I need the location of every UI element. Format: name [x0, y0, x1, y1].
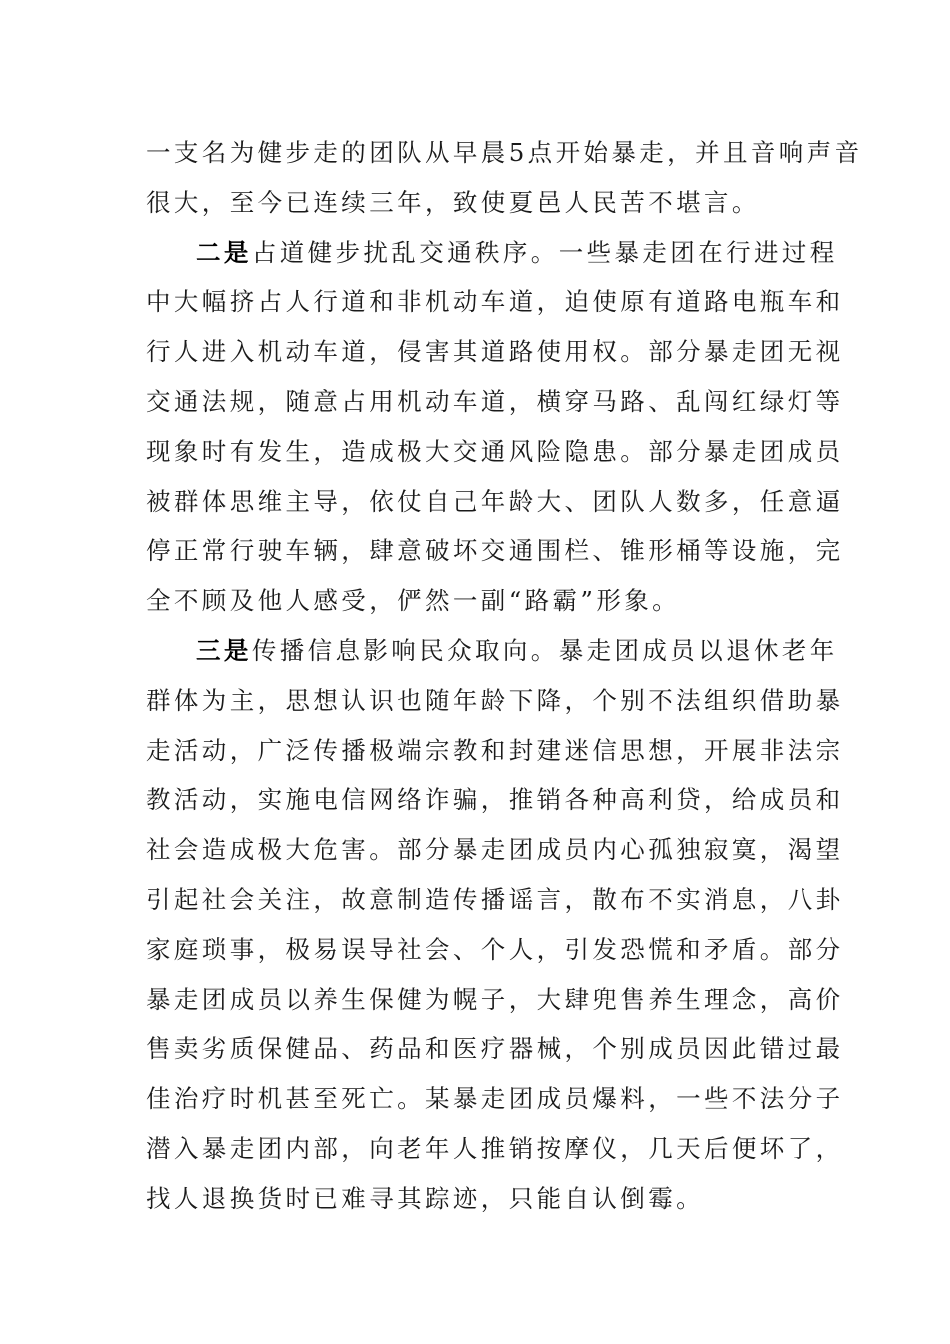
paragraph-line: 中大幅挤占人行道和非机动车道，迫使原有道路电瓶车和 — [146, 287, 844, 317]
paragraph-line: 走活动，广泛传播极端宗教和封建迷信思想，开展非法宗 — [146, 735, 844, 765]
paragraph-line: 交通法规，随意占用机动车道，横穿马路、乱闯红绿灯等 — [146, 386, 844, 416]
paragraph-first-line — [146, 626, 838, 676]
paragraph-line: 很大，至今已连续三年，致使夏邑人民苦不堪言。 — [146, 187, 760, 217]
paragraph-lead-label: 二是 — [196, 237, 252, 267]
paragraph-line: 社会造成极大危害。部分暴走团成员内心孤独寂寞，渴望 — [146, 835, 844, 865]
paragraph-line: 潜入暴走团内部，向老年人推销按摩仪，几天后便坏了， — [146, 1133, 844, 1163]
paragraph-lead-label: 三是 — [196, 635, 252, 665]
paragraph-line-text: 占道健步扰乱交通秩序。一些暴走团在行进过程 — [251, 237, 838, 267]
paragraph-line: 全不顾及他人感受，俨然一副“路霸”形象。 — [146, 586, 681, 616]
paragraph-line: 行人进入机动车道，侵害其道路使用权。部分暴走团无视 — [146, 337, 844, 367]
paragraph-line: 停正常行驶车辆，肆意破坏交通围栏、锥形桶等设施，完 — [146, 536, 844, 566]
paragraph-first-line — [146, 228, 838, 278]
paragraph-line: 一支名为健步走的团队从早晨5点开始暴走，并且音响声音 — [146, 138, 863, 167]
paragraph-line: 引起社会关注，故意制造传播谣言，散布不实消息，八卦 — [146, 884, 844, 914]
paragraph-line: 家庭琐事，极易误导社会、个人，引发恐慌和矛盾。部分 — [146, 934, 844, 964]
paragraph-line: 群体为主，思想认识也随年龄下降，个别不法组织借助暴 — [146, 685, 844, 715]
paragraph-line: 找人退换货时已难寻其踪迹，只能自认倒霉。 — [146, 1183, 704, 1213]
paragraph-line: 被群体思维主导，依仗自己年龄大、团队人数多，任意逼 — [146, 486, 844, 516]
paragraph-line: 现象时有发生，造成极大交通风险隐患。部分暴走团成员 — [146, 436, 844, 466]
document-body — [146, 128, 863, 1224]
paragraph-line: 售卖劣质保健品、药品和医疗器械，个别成员因此错过最 — [146, 1034, 844, 1064]
paragraph-line: 佳治疗时机甚至死亡。某暴走团成员爆料，一些不法分子 — [146, 1084, 844, 1114]
paragraph-line: 教活动，实施电信网络诈骗，推销各种高利贷，给成员和 — [146, 785, 844, 815]
paragraph-line-text: 传播信息影响民众取向。暴走团成员以退休老年 — [251, 635, 838, 665]
paragraph-line: 暴走团成员以养生保健为幌子，大肆兜售养生理念，高价 — [146, 984, 844, 1014]
